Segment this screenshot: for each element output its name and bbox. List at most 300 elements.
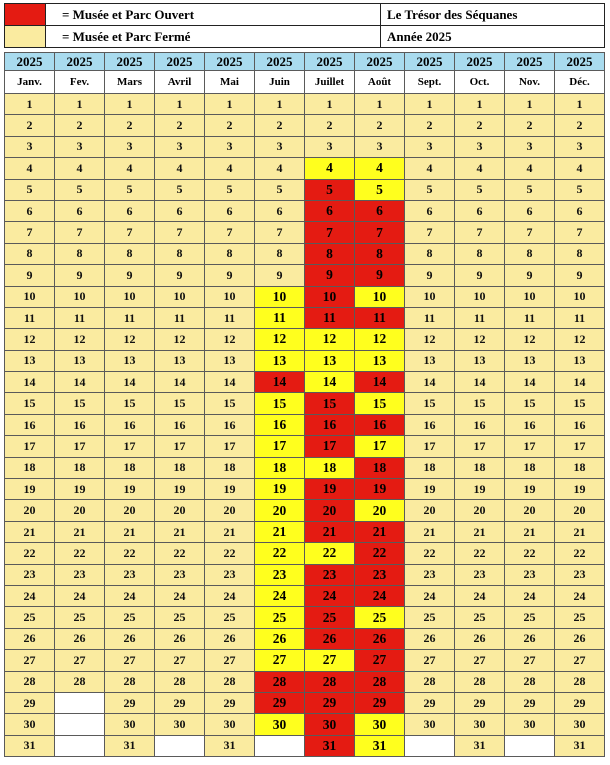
empty-cell [505, 735, 555, 756]
day-cell: 10 [505, 286, 555, 307]
day-cell: 17 [555, 436, 605, 457]
day-cell-open: 21 [355, 521, 405, 542]
day-cell: 12 [555, 329, 605, 350]
day-cell: 7 [455, 222, 505, 243]
day-cell: 8 [105, 243, 155, 264]
day-cell: 29 [5, 692, 55, 713]
day-cell: 3 [555, 136, 605, 157]
day-cell: 15 [5, 393, 55, 414]
month-header-mars: Mars [105, 71, 155, 94]
day-cell-open: 18 [355, 457, 405, 478]
day-cell: 18 [55, 457, 105, 478]
day-cell: 11 [505, 307, 555, 328]
day-cell: 2 [455, 115, 505, 136]
day-cell: 30 [105, 714, 155, 735]
day-row [5, 222, 605, 243]
day-row [5, 436, 605, 457]
day-cell: 16 [405, 414, 455, 435]
day-cell: 15 [455, 393, 505, 414]
day-cell: 14 [105, 372, 155, 393]
day-cell: 27 [205, 650, 255, 671]
day-cell: 21 [55, 521, 105, 542]
day-cell: 20 [205, 500, 255, 521]
day-cell: 27 [155, 650, 205, 671]
day-cell: 28 [455, 671, 505, 692]
day-cell: 5 [255, 179, 305, 200]
day-cell: 12 [505, 329, 555, 350]
day-cell: 22 [555, 543, 605, 564]
day-cell: 10 [355, 286, 405, 307]
day-cell: 9 [455, 265, 505, 286]
day-cell: 4 [305, 158, 355, 179]
day-cell: 4 [155, 158, 205, 179]
day-cell: 25 [105, 607, 155, 628]
day-cell: 2 [105, 115, 155, 136]
day-cell: 21 [155, 521, 205, 542]
empty-cell [255, 735, 305, 756]
day-cell: 26 [505, 628, 555, 649]
day-cell: 26 [555, 628, 605, 649]
day-cell: 24 [455, 585, 505, 606]
day-cell: 18 [455, 457, 505, 478]
year-label: 2025 [255, 53, 305, 71]
day-cell: 29 [455, 692, 505, 713]
day-cell: 9 [155, 265, 205, 286]
day-cell: 8 [455, 243, 505, 264]
day-cell: 19 [505, 479, 555, 500]
day-cell: 13 [555, 350, 605, 371]
day-cell: 1 [455, 94, 505, 115]
month-header-aout: Août [355, 71, 405, 94]
day-cell: 17 [505, 436, 555, 457]
day-cell: 8 [505, 243, 555, 264]
day-cell: 23 [55, 564, 105, 585]
day-cell: 4 [355, 158, 405, 179]
day-cell: 24 [405, 585, 455, 606]
day-cell: 3 [5, 136, 55, 157]
day-cell: 19 [555, 479, 605, 500]
day-cell: 26 [155, 628, 205, 649]
day-cell: 18 [105, 457, 155, 478]
day-cell: 15 [255, 393, 305, 414]
day-cell: 7 [505, 222, 555, 243]
day-cell: 6 [405, 200, 455, 221]
day-cell: 9 [205, 265, 255, 286]
day-cell: 12 [5, 329, 55, 350]
day-cell: 22 [505, 543, 555, 564]
day-cell: 9 [405, 265, 455, 286]
day-cell: 4 [405, 158, 455, 179]
day-cell: 3 [155, 136, 205, 157]
day-cell: 20 [5, 500, 55, 521]
day-cell: 27 [105, 650, 155, 671]
day-cell-open: 26 [355, 628, 405, 649]
day-cell: 27 [455, 650, 505, 671]
day-cell: 24 [55, 585, 105, 606]
day-cell: 17 [55, 436, 105, 457]
day-cell: 25 [405, 607, 455, 628]
day-cell: 2 [305, 115, 355, 136]
day-cell: 10 [255, 286, 305, 307]
day-cell: 28 [505, 671, 555, 692]
day-cell: 3 [355, 136, 405, 157]
day-cell: 14 [505, 372, 555, 393]
day-cell: 7 [155, 222, 205, 243]
day-cell: 20 [255, 500, 305, 521]
day-cell: 22 [455, 543, 505, 564]
day-cell: 18 [405, 457, 455, 478]
day-cell: 29 [555, 692, 605, 713]
day-cell: 7 [255, 222, 305, 243]
day-cell: 5 [405, 179, 455, 200]
day-cell: 14 [455, 372, 505, 393]
day-cell: 1 [155, 94, 205, 115]
day-cell: 15 [555, 393, 605, 414]
day-cell: 21 [505, 521, 555, 542]
empty-cell [55, 714, 105, 735]
day-cell-open: 6 [355, 200, 405, 221]
day-cell-open: 5 [305, 179, 355, 200]
day-cell: 13 [255, 350, 305, 371]
day-cell: 9 [505, 265, 555, 286]
day-cell-open: 9 [355, 265, 405, 286]
day-cell: 7 [105, 222, 155, 243]
day-cell: 13 [405, 350, 455, 371]
day-row [5, 671, 605, 692]
day-cell: 6 [5, 200, 55, 221]
day-row [5, 714, 605, 735]
day-cell-open: 11 [305, 307, 355, 328]
day-cell: 10 [405, 286, 455, 307]
day-cell: 19 [255, 479, 305, 500]
day-cell: 25 [555, 607, 605, 628]
day-cell: 22 [405, 543, 455, 564]
month-header-dec: Déc. [555, 71, 605, 94]
day-cell: 20 [105, 500, 155, 521]
day-cell: 10 [555, 286, 605, 307]
month-header-nov: Nov. [505, 71, 555, 94]
day-cell: 31 [355, 735, 405, 756]
month-header-sept: Sept. [405, 71, 455, 94]
day-cell: 7 [555, 222, 605, 243]
month-header-fev: Fev. [55, 71, 105, 94]
day-cell: 10 [55, 286, 105, 307]
day-cell-open: 16 [355, 414, 405, 435]
day-cell: 4 [105, 158, 155, 179]
day-cell: 6 [155, 200, 205, 221]
day-cell: 24 [205, 585, 255, 606]
day-cell: 24 [555, 585, 605, 606]
day-cell: 2 [505, 115, 555, 136]
day-cell-open: 30 [305, 714, 355, 735]
day-cell: 26 [105, 628, 155, 649]
day-cell: 1 [55, 94, 105, 115]
empty-cell [155, 735, 205, 756]
open-legend-label: = Musée et Parc Ouvert [46, 4, 381, 26]
day-cell: 3 [55, 136, 105, 157]
day-cell: 13 [155, 350, 205, 371]
day-cell: 12 [255, 329, 305, 350]
day-cell: 19 [405, 479, 455, 500]
day-cell: 5 [105, 179, 155, 200]
day-cell: 17 [155, 436, 205, 457]
day-row [5, 200, 605, 221]
day-cell-open: 11 [355, 307, 405, 328]
day-cell: 11 [205, 307, 255, 328]
day-cell: 28 [155, 671, 205, 692]
day-row [5, 350, 605, 371]
day-cell: 30 [155, 714, 205, 735]
day-cell: 28 [405, 671, 455, 692]
day-cell: 17 [5, 436, 55, 457]
day-cell: 15 [55, 393, 105, 414]
day-cell: 20 [55, 500, 105, 521]
day-cell: 27 [255, 650, 305, 671]
day-cell: 14 [155, 372, 205, 393]
day-cell: 25 [5, 607, 55, 628]
day-cell: 11 [405, 307, 455, 328]
day-cell: 16 [505, 414, 555, 435]
day-cell: 22 [5, 543, 55, 564]
day-cell-open: 24 [355, 585, 405, 606]
month-header-avril: Avril [155, 71, 205, 94]
day-cell: 7 [205, 222, 255, 243]
day-cell: 19 [5, 479, 55, 500]
day-cell-open: 7 [305, 222, 355, 243]
day-cell: 16 [255, 414, 305, 435]
day-cell: 6 [55, 200, 105, 221]
year-label: 2025 [505, 53, 555, 71]
day-row [5, 457, 605, 478]
year-label: 2025 [205, 53, 255, 71]
day-cell: 14 [5, 372, 55, 393]
day-row [5, 607, 605, 628]
day-row [5, 543, 605, 564]
day-cell: 29 [205, 692, 255, 713]
day-cell-open: 23 [305, 564, 355, 585]
day-cell: 2 [355, 115, 405, 136]
day-cell: 10 [5, 286, 55, 307]
day-row [5, 650, 605, 671]
day-cell: 18 [505, 457, 555, 478]
day-cell: 26 [205, 628, 255, 649]
day-cell: 29 [505, 692, 555, 713]
day-cell: 26 [405, 628, 455, 649]
day-cell: 9 [255, 265, 305, 286]
month-header-oct: Oct. [455, 71, 505, 94]
day-cell: 4 [5, 158, 55, 179]
day-cell: 22 [205, 543, 255, 564]
day-cell: 3 [105, 136, 155, 157]
day-cell-open: 9 [305, 265, 355, 286]
day-cell: 23 [255, 564, 305, 585]
day-row [5, 585, 605, 606]
day-cell: 8 [255, 243, 305, 264]
day-cell: 30 [255, 714, 305, 735]
day-cell-open: 27 [355, 650, 405, 671]
open-swatch [5, 4, 46, 26]
day-cell-open: 8 [355, 243, 405, 264]
day-cell: 11 [55, 307, 105, 328]
day-cell: 31 [105, 735, 155, 756]
day-cell: 15 [155, 393, 205, 414]
day-cell: 29 [105, 692, 155, 713]
day-row [5, 115, 605, 136]
day-cell: 14 [305, 372, 355, 393]
day-cell: 27 [5, 650, 55, 671]
day-cell: 3 [305, 136, 355, 157]
day-cell: 30 [355, 714, 405, 735]
day-cell: 15 [105, 393, 155, 414]
day-row [5, 521, 605, 542]
day-row [5, 735, 605, 756]
day-cell: 12 [205, 329, 255, 350]
day-cell: 23 [555, 564, 605, 585]
day-row [5, 265, 605, 286]
day-cell: 6 [205, 200, 255, 221]
day-cell: 5 [455, 179, 505, 200]
day-cell: 19 [105, 479, 155, 500]
day-cell: 28 [105, 671, 155, 692]
day-cell: 20 [505, 500, 555, 521]
day-cell: 15 [355, 393, 405, 414]
day-cell: 1 [555, 94, 605, 115]
day-cell: 6 [555, 200, 605, 221]
day-cell: 23 [205, 564, 255, 585]
day-cell: 22 [55, 543, 105, 564]
day-row [5, 136, 605, 157]
day-cell: 14 [55, 372, 105, 393]
day-cell-open: 14 [355, 372, 405, 393]
day-cell: 1 [105, 94, 155, 115]
day-cell: 5 [555, 179, 605, 200]
day-row [5, 94, 605, 115]
day-cell: 9 [55, 265, 105, 286]
day-cell: 25 [205, 607, 255, 628]
day-cell: 27 [55, 650, 105, 671]
day-cell-open: 25 [305, 607, 355, 628]
day-cell: 21 [555, 521, 605, 542]
day-cell: 25 [255, 607, 305, 628]
day-cell: 7 [55, 222, 105, 243]
day-cell: 10 [205, 286, 255, 307]
day-cell-open: 17 [305, 436, 355, 457]
day-cell: 13 [455, 350, 505, 371]
day-cell: 25 [55, 607, 105, 628]
day-cell: 19 [455, 479, 505, 500]
day-cell: 30 [505, 714, 555, 735]
day-cell: 3 [455, 136, 505, 157]
day-cell: 8 [555, 243, 605, 264]
day-cell: 7 [5, 222, 55, 243]
day-cell: 22 [155, 543, 205, 564]
day-cell: 12 [55, 329, 105, 350]
month-header-row [5, 71, 605, 94]
day-cell: 28 [5, 671, 55, 692]
day-cell: 10 [455, 286, 505, 307]
day-cell: 21 [105, 521, 155, 542]
month-header-juillet: Juillet [305, 71, 355, 94]
day-cell: 18 [155, 457, 205, 478]
day-cell: 4 [555, 158, 605, 179]
day-cell: 20 [155, 500, 205, 521]
day-cell-open: 31 [305, 735, 355, 756]
day-cell: 31 [455, 735, 505, 756]
day-cell: 23 [155, 564, 205, 585]
day-cell: 3 [255, 136, 305, 157]
day-cell: 28 [205, 671, 255, 692]
day-cell: 5 [155, 179, 205, 200]
day-cell: 6 [255, 200, 305, 221]
day-cell: 23 [105, 564, 155, 585]
day-cell-open: 19 [305, 479, 355, 500]
day-cell: 16 [205, 414, 255, 435]
calendar-table [4, 52, 605, 757]
day-cell: 11 [5, 307, 55, 328]
day-cell: 8 [205, 243, 255, 264]
day-cell: 9 [5, 265, 55, 286]
day-cell-open: 21 [305, 521, 355, 542]
day-cell: 16 [455, 414, 505, 435]
day-cell: 19 [155, 479, 205, 500]
day-cell: 12 [355, 329, 405, 350]
day-row [5, 286, 605, 307]
day-cell-open: 6 [305, 200, 355, 221]
legend-table [4, 3, 605, 48]
day-cell-open: 29 [355, 692, 405, 713]
day-cell: 24 [255, 585, 305, 606]
day-cell: 30 [205, 714, 255, 735]
day-cell: 12 [305, 329, 355, 350]
day-cell-open: 15 [305, 393, 355, 414]
day-cell: 27 [555, 650, 605, 671]
day-cell: 30 [5, 714, 55, 735]
day-cell: 1 [205, 94, 255, 115]
day-cell: 3 [505, 136, 555, 157]
day-cell: 8 [5, 243, 55, 264]
day-cell: 2 [555, 115, 605, 136]
day-cell: 18 [255, 457, 305, 478]
year-label: 2025 [555, 53, 605, 71]
day-cell: 20 [355, 500, 405, 521]
day-cell: 23 [455, 564, 505, 585]
day-cell: 7 [405, 222, 455, 243]
day-cell: 8 [155, 243, 205, 264]
day-cell: 15 [205, 393, 255, 414]
day-cell: 3 [405, 136, 455, 157]
day-cell: 25 [455, 607, 505, 628]
calendar-year-label: Année 2025 [381, 26, 605, 48]
day-row [5, 628, 605, 649]
day-cell: 1 [355, 94, 405, 115]
day-cell: 17 [355, 436, 405, 457]
year-label: 2025 [405, 53, 455, 71]
day-cell: 5 [505, 179, 555, 200]
day-row [5, 500, 605, 521]
day-cell: 18 [305, 457, 355, 478]
day-cell: 6 [505, 200, 555, 221]
day-cell: 16 [155, 414, 205, 435]
day-row [5, 329, 605, 350]
day-row [5, 179, 605, 200]
day-cell: 10 [105, 286, 155, 307]
day-cell: 11 [155, 307, 205, 328]
day-cell: 12 [455, 329, 505, 350]
day-cell: 26 [5, 628, 55, 649]
day-cell: 23 [5, 564, 55, 585]
day-cell: 18 [205, 457, 255, 478]
day-row [5, 414, 605, 435]
